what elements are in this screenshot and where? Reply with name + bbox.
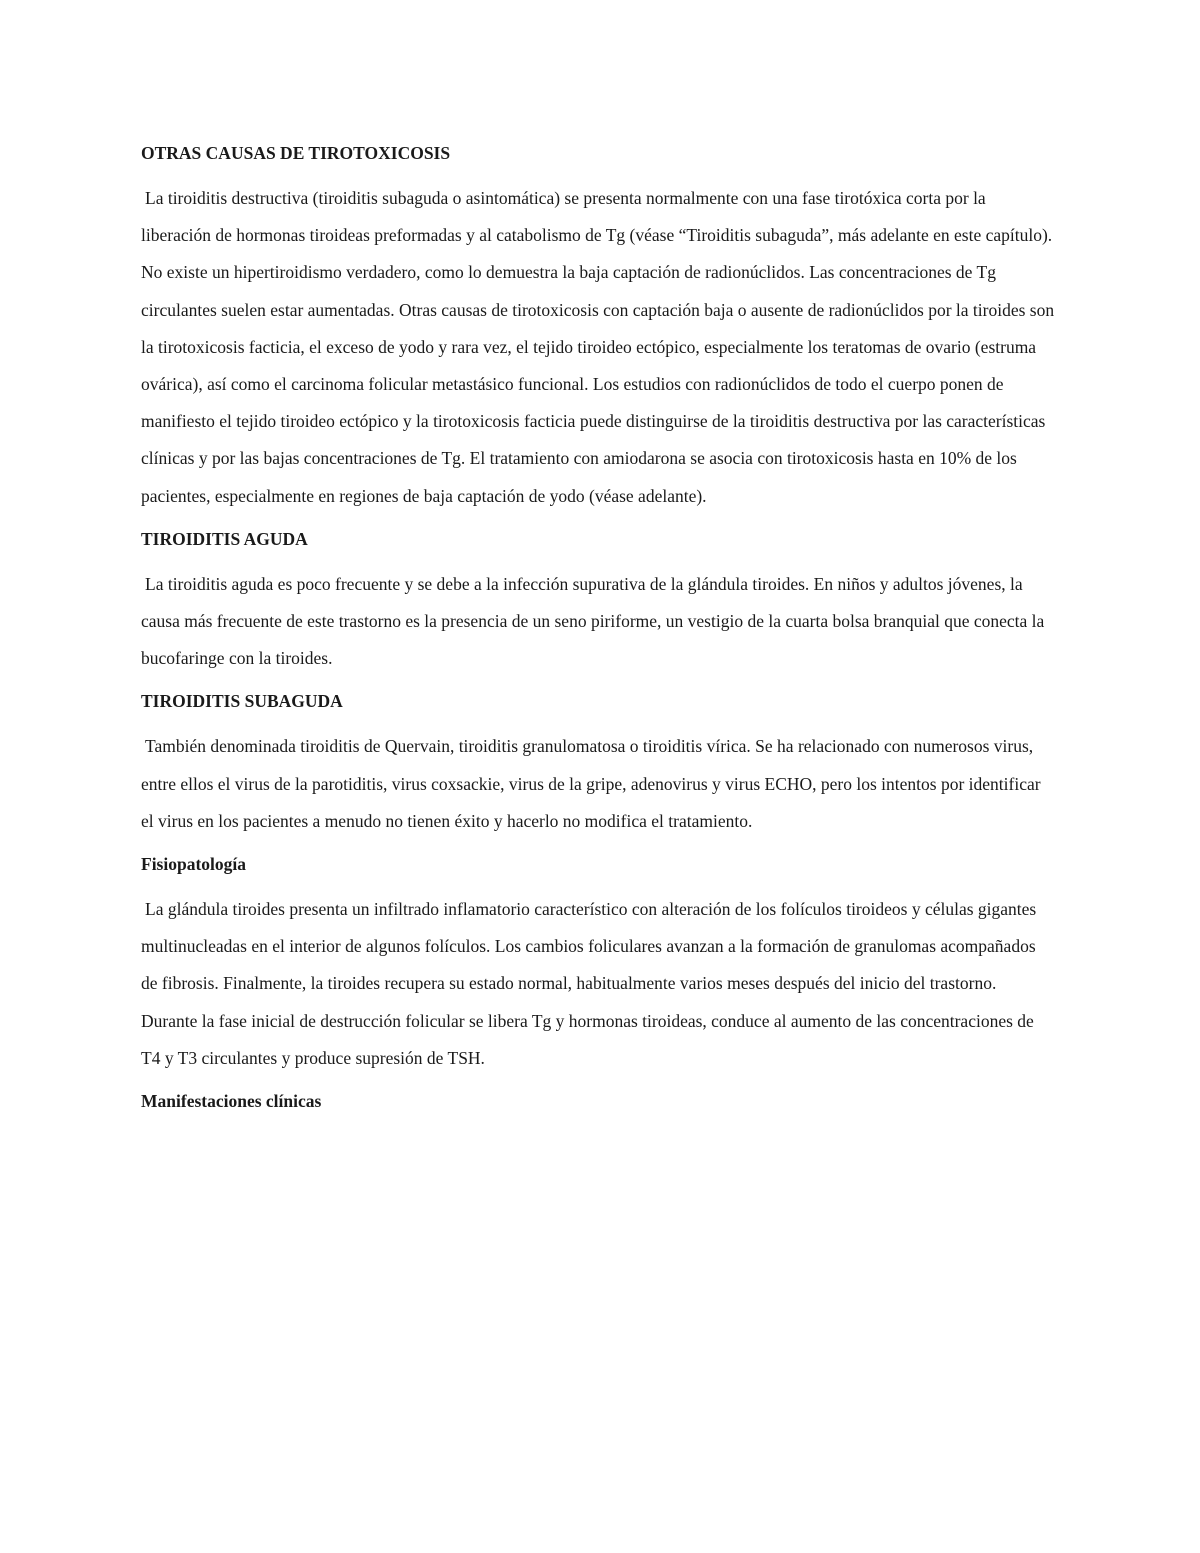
heading-fisiopatologia: Fisiopatología xyxy=(141,854,247,875)
heading-tiroiditis-subaguda: TIROIDITIS SUBAGUDA xyxy=(141,691,343,712)
paragraph-tiroiditis-aguda: La tiroiditis aguda es poco frecuente y se debe a la infección supurativa de la glándula tiroides. En niños y adultos jóvenes, la causa más frecuente de este trastorno es la presencia de un seno piriforme, un vestigio de la cuarta bolsa branquial que conecta la bucofaringe con la tiroides. xyxy=(141,573,1045,669)
heading-tiroiditis-aguda: TIROIDITIS AGUDA xyxy=(141,528,308,549)
paragraph-otras-causas: La tiroiditis destructiva (tiroiditis subaguda o asintomática) se presenta normalmente con una fase tirotóxica corta por la liberación de hormonas tiroideas preformadas y al catabolismo de Tg (véase “Tiroiditis subaguda”, más adelante en este capítulo). No existe un hipertiroidismo verdadero, como lo demuestra la baja captación de radionúclidos. Las concentraciones de Tg circulantes suelen estar aumentadas. Otras causas de tirotoxicosis con captación baja o ausente de radionúclidos por la tiroides son la tirotoxicosis facticia, el exceso de yodo y rara vez, el tejido tiroideo ectópico, especialmente los teratomas de ovario (estruma ovárica), así como el carcinoma folicular metastásico funcional. Los estudios con radionúclidos de todo el cuerpo ponen de manifiesto el tejido tiroideo ectópico y la tirotoxicosis facticia puede distinguirse de la tiroiditis destructiva por las características clínicas y por las bajas concentraciones de Tg. El tratamiento con amiodarona se asocia con tirotoxicosis hasta en 10% de los pacientes, especialmente en regiones de baja captación de yodo (véase adelante). xyxy=(141,188,1055,506)
paragraph-tiroiditis-subaguda: También denominada tiroiditis de Quervain, tiroiditis granulomatosa o tiroiditis vírica. Se ha relacionado con numerosos virus, entre ellos el virus de la parotiditis, virus coxsackie, virus de la gripe, adenovirus y virus ECHO, pero los intentos por identificar el virus en los pacientes a menudo no tienen éxito y hacerlo no modifica el tratamiento. xyxy=(141,736,1041,831)
heading-manifestaciones-clinicas: Manifestaciones clínicas xyxy=(141,1091,322,1112)
paragraph-fisiopatologia: La glándula tiroides presenta un infiltrado inflamatorio característico con alteración de los folículos tiroideos y células gigantes multinucleadas en el interior de algunos folículos. Los cambios foliculares avanzan a la formación de granulomas acompañados de fibrosis. Finalmente, la tiroides recupera su estado normal, habitualmente varios meses después del inicio del trastorno. Durante la fase inicial de destrucción folicular se libera Tg y hormonas tiroideas, conduce al aumento de las concentraciones de T4 y T3 circulantes y produce supresión de TSH. xyxy=(141,899,1037,1068)
document-page xyxy=(141,138,1056,1116)
heading-otras-causas: OTRAS CAUSAS DE TIROTOXICOSIS xyxy=(141,143,451,163)
